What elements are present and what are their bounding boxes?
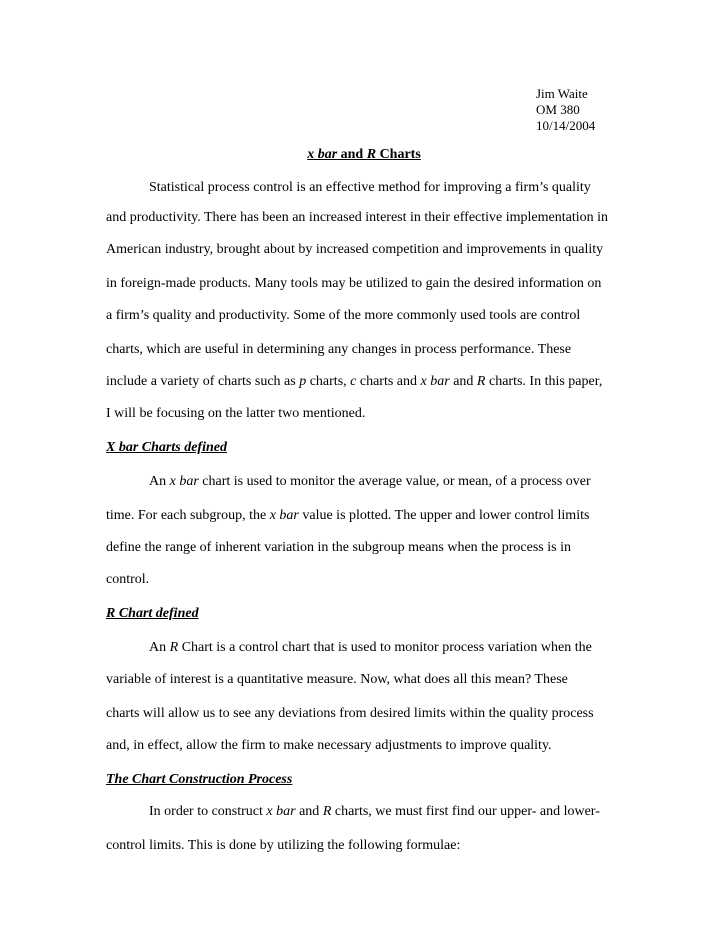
construction-line-2: control limits. This is done by utilizing the following formulae:	[106, 838, 461, 853]
intro-line-7-text-e: charts and	[356, 374, 421, 389]
intro-line-7-r: R	[476, 374, 486, 389]
r-line-1-text-a: An	[149, 640, 170, 655]
document-title	[0, 147, 728, 163]
title-charts: Charts	[376, 147, 421, 162]
intro-line-8: I will be focusing on the latter two mentioned.	[106, 406, 366, 421]
construction-line-1-r: R	[322, 804, 332, 819]
intro-line-1: Statistical process control is an effective method for improving a firm’s quality	[149, 180, 591, 195]
title-and: and	[337, 147, 367, 162]
author-header	[536, 86, 595, 134]
r-line-2: variable of interest is a quantitative measure. Now, what does all this mean? These	[106, 672, 568, 687]
xbar-line-1-xbar: x bar	[169, 474, 199, 489]
construction-line-1-text-a: In order to construct	[149, 804, 267, 819]
document-date: 10/14/2004	[536, 118, 596, 133]
course-code: OM 380	[536, 102, 580, 117]
xbar-line-4: control.	[106, 572, 150, 587]
xbar-line-2-text-a: time. For each subgroup, the	[106, 508, 270, 523]
construction-line-1-text-c: and	[295, 804, 323, 819]
title-r: R	[366, 147, 377, 162]
intro-line-7-text-i: charts. In this paper,	[485, 374, 603, 389]
construction-line-1-xbar: x bar	[266, 804, 296, 819]
intro-line-2: and productivity. There has been an increased interest in their effective implementation in	[106, 210, 609, 225]
intro-line-6: charts, which are useful in determining any changes in process performance. These	[106, 342, 572, 357]
intro-line-5: a firm’s quality and productivity. Some of the more commonly used tools are control	[106, 308, 581, 323]
r-line-3: charts will allow us to see any deviations from desired limits within the quality process	[106, 706, 594, 721]
intro-line-7-p: p	[299, 374, 307, 389]
intro-line-3: American industry, brought about by increased competition and improvements in quality	[106, 242, 604, 257]
xbar-line-2	[106, 508, 589, 524]
author-name: Jim Waite	[536, 86, 588, 101]
xbar-line-1	[149, 474, 591, 490]
r-line-1	[149, 640, 592, 656]
intro-line-7-text-g: and	[449, 374, 477, 389]
intro-line-4: in foreign-made products. Many tools may be utilized to gain the desired information on	[106, 276, 602, 291]
intro-line-7	[106, 374, 602, 390]
xbar-line-3: define the range of inherent variation in the subgroup means when the process is in	[106, 540, 571, 555]
section-heading-xbar: X bar Charts defined	[106, 440, 227, 455]
xbar-line-2-text-c: value is plotted. The upper and lower control limits	[298, 508, 590, 523]
r-line-4: and, in effect, allow the firm to make necessary adjustments to improve quality.	[106, 738, 552, 753]
r-line-1-r: R	[169, 640, 179, 655]
intro-line-7-text-c: charts,	[306, 374, 351, 389]
r-line-1-text-c: Chart is a control chart that is used to monitor process variation when the	[178, 640, 592, 655]
intro-line-7-xbar: x bar	[420, 374, 450, 389]
xbar-line-1-text-a: An	[149, 474, 170, 489]
xbar-line-1-text-c: chart is used to monitor the average value, or mean, of a process over	[198, 474, 591, 489]
construction-line-1-text-e: charts, we must first find our upper- and lower-	[331, 804, 600, 819]
intro-line-7-text-a: include a variety of charts such as	[106, 374, 300, 389]
xbar-line-2-xbar: x bar	[269, 508, 299, 523]
section-heading-construction: The Chart Construction Process	[106, 772, 293, 787]
construction-line-1	[149, 804, 600, 820]
intro-line-7-c: c	[350, 374, 357, 389]
section-heading-r: R Chart defined	[106, 606, 199, 621]
title-xbar: x bar	[307, 147, 338, 162]
